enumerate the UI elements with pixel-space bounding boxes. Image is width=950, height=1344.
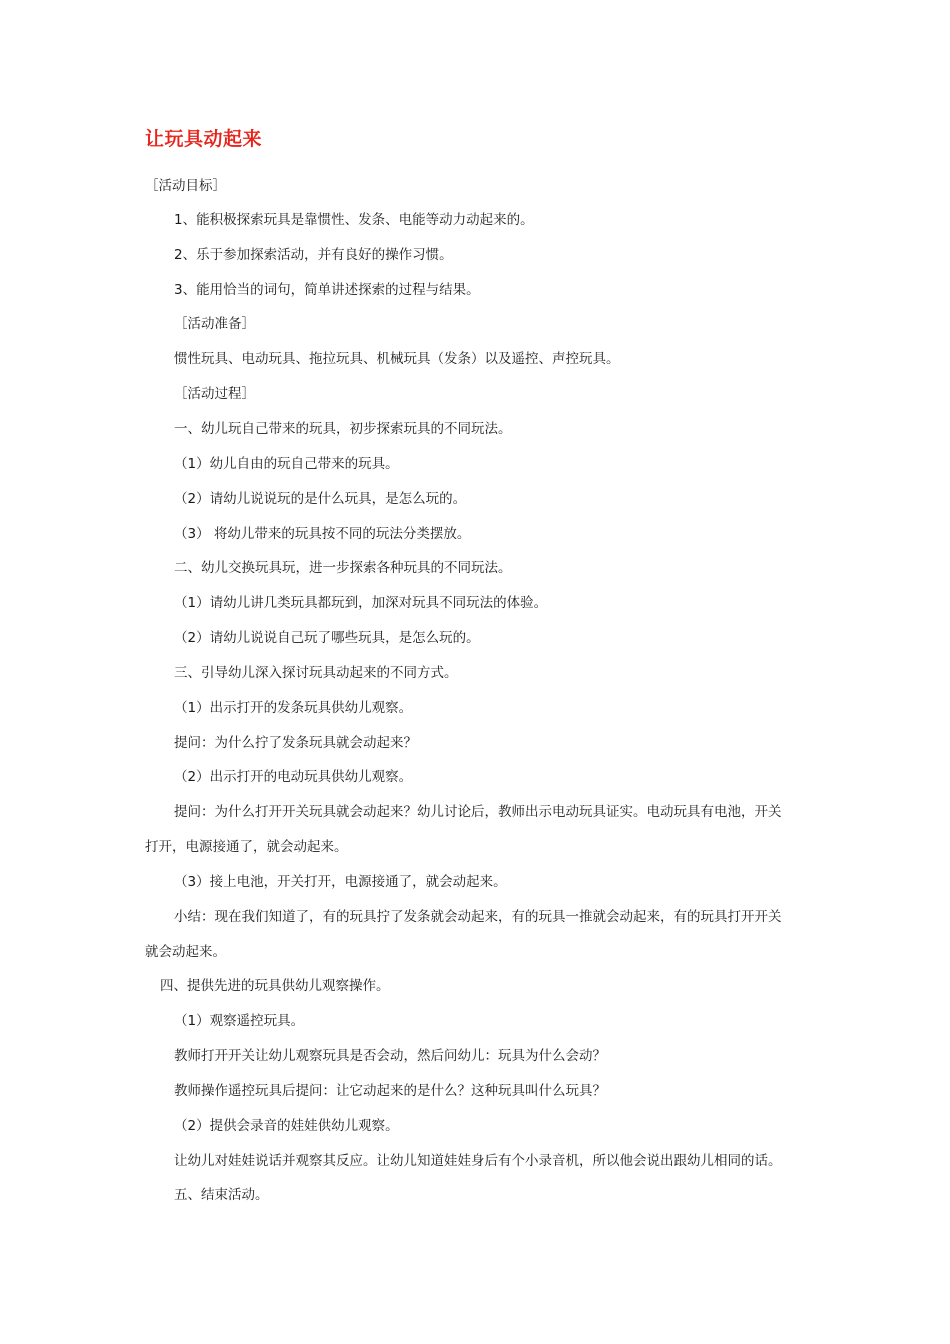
step-1-item-1: （1）幼儿自由的玩自己带来的玩具。 — [174, 456, 399, 472]
goals-header: ［活动目标］ — [145, 178, 226, 194]
step-4-item-1: （1）观察遥控玩具。 — [174, 1013, 305, 1029]
step-4-heading: 四、提供先进的玩具供幼儿观察操作。 — [160, 978, 390, 994]
prep-header: ［活动准备］ — [174, 316, 255, 332]
step-3-question-2-line-1: 提问：为什么打开开关玩具就会动起来？幼儿讨论后，教师出示电动玩具证实。电动玩具有电池，开关 — [174, 804, 782, 820]
step-3-heading: 三、引导幼儿深入探讨玩具动起来的不同方式。 — [174, 665, 458, 681]
step-2-heading: 二、幼儿交换玩具玩，进一步探索各种玩具的不同玩法。 — [174, 560, 512, 576]
step-5-heading: 五、结束活动。 — [174, 1187, 269, 1203]
prep-text: 惯性玩具、电动玩具、拖拉玩具、机械玩具（发条）以及遥控、声控玩具。 — [174, 351, 620, 367]
step-2-item-2: （2）请幼儿说说自己玩了哪些玩具，是怎么玩的。 — [174, 630, 480, 646]
step-1-item-3: （3） 将幼儿带来的玩具按不同的玩法分类摆放。 — [174, 526, 471, 542]
goal-item-1: 1、能积极探索玩具是靠惯性、发条、电能等动力动起来的。 — [174, 212, 534, 228]
step-1-heading: 一、幼儿玩自己带来的玩具，初步探索玩具的不同玩法。 — [174, 421, 512, 437]
process-header: ［活动过程］ — [174, 386, 255, 402]
goal-item-3: 3、能用恰当的词句，简单讲述探索的过程与结果。 — [174, 282, 480, 298]
step-3-item-1: （1）出示打开的发条玩具供幼儿观察。 — [174, 700, 413, 716]
step-4-item-1-detail-2: 教师操作遥控玩具后提问：让它动起来的是什么？这种玩具叫什么玩具？ — [174, 1083, 606, 1099]
summary-line-1: 小结：现在我们知道了，有的玩具拧了发条就会动起来，有的玩具一推就会动起来，有的玩具打开开关 — [174, 909, 782, 925]
summary-line-2: 就会动起来。 — [145, 944, 226, 960]
step-3-question-2-line-2: 打开，电源接通了，就会动起来。 — [145, 839, 348, 855]
step-4-item-1-detail-1: 教师打开开关让幼儿观察玩具是否会动，然后问幼儿：玩具为什么会动？ — [174, 1048, 606, 1064]
step-3-question-1: 提问：为什么拧了发条玩具就会动起来？ — [174, 735, 417, 751]
step-2-item-1: （1）请幼儿讲几类玩具都玩到，加深对玩具不同玩法的体验。 — [174, 595, 548, 611]
step-4-item-2-detail: 让幼儿对娃娃说话并观察其反应。让幼儿知道娃娃身后有个小录音机，所以他会说出跟幼儿相同的话。 — [174, 1153, 782, 1169]
goal-item-2: 2、乐于参加探索活动，并有良好的操作习惯。 — [174, 247, 453, 263]
step-3-item-3: （3）接上电池，开关打开，电源接通了，就会动起来。 — [174, 874, 507, 890]
step-4-item-2: （2）提供会录音的娃娃供幼儿观察。 — [174, 1118, 399, 1134]
step-3-item-2: （2）出示打开的电动玩具供幼儿观察。 — [174, 769, 413, 785]
step-1-item-2: （2）请幼儿说说玩的是什么玩具，是怎么玩的。 — [174, 491, 467, 507]
document-title: 让玩具动起来 — [145, 128, 263, 150]
